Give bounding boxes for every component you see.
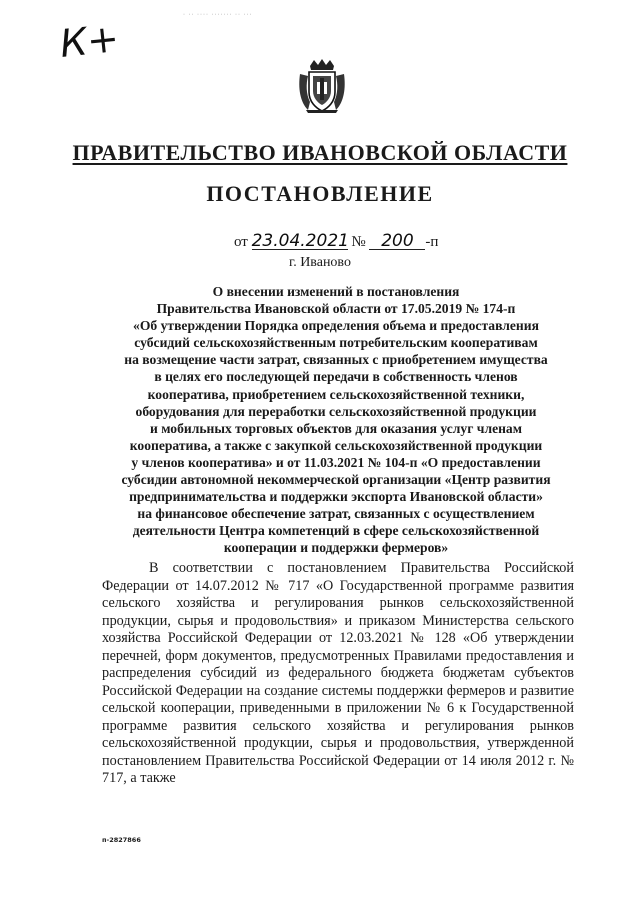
document-code: п-2827866	[102, 836, 141, 844]
body-paragraph: В соответствии с постановлением Правительства Российской Федерации от 14.07.2012 № 717 «О Государственной программе развития сельского хозяйства и регулирования рынков сельскохозяйственной продукции, сырья и продовольствия» и приказом Министерства сельского хозяйства Российской Федерации от 12.03.2021 № 128 «Об утверждении перечней, форм документов, предусмотренных Правилами предоставления и распределения субсидий из федерального бюджета бюджетам субъектов Российской Федерации на создание системы поддержки фермеров и развитие сельской кооперации, приведенными в приложении № 6 к Государственной программе развития сельского хозяйства и регулирования рынков сельскохозяйственной продукции, сырья и продовольствия, утвержденной постановлением Правительства Российской Федерации от 14 июля 2012 г. № 717, а также	[102, 560, 574, 786]
coat-of-arms-emblem	[296, 58, 348, 114]
subject-line: О внесении изменений в постановления	[212, 284, 460, 299]
subject-line: субсидий сельскохозяйственным потребительским кооперативам	[134, 335, 538, 351]
subject-line: и мобильных торговых объектов для оказания услуг членам	[149, 420, 522, 436]
subject-line: оборудования для переработки сельскохозяйственной продукции	[135, 403, 537, 419]
number-suffix: -п	[425, 234, 439, 250]
number-label: №	[351, 234, 366, 250]
document-subject	[96, 283, 576, 557]
document-type: ПОСТАНОВЛЕНИЕ	[206, 181, 434, 206]
subject-line: деятельности Центра компетенций в сфере сельскохозяйственной	[132, 523, 540, 539]
government-title: ПРАВИТЕЛЬСТВО ИВАНОВСКОЙ ОБЛАСТИ	[72, 140, 568, 165]
subject-line: в целях его последующей передачи в собственность членов	[154, 369, 518, 385]
subject-line: «Об утверждении Порядка определения объема и предоставления	[133, 318, 539, 334]
document-number: 200	[369, 233, 425, 250]
subject-line: предпринимательства и поддержки экспорта Ивановской области»	[129, 489, 543, 505]
handwritten-note: К+	[57, 16, 121, 66]
subject-line: на возмещение части затрат, связанных с приобретением имущества	[124, 352, 548, 368]
subject-line: кооператива, а также с закупкой сельскохозяйственной продукции	[129, 437, 543, 453]
city: г. Иваново	[289, 255, 351, 270]
subject-line: кооператива, приобретением сельскохозяйственной техники,	[147, 386, 525, 402]
subject-line: кооперации и поддержки фермеров»	[223, 540, 449, 556]
date-line	[234, 233, 438, 251]
subject-line: на финансовое обеспечение затрат, связанных с осуществлением	[137, 506, 535, 522]
scan-mark: · ·· ···· ······· ·· ···	[183, 12, 253, 18]
subject-line: субсидии автономной некоммерческой организации «Центр развития	[121, 472, 551, 488]
subject-line: у членов кооператива» и от 11.03.2021 № 104-п «О предоставлении	[131, 454, 541, 470]
document-date: 23.04.2021	[251, 231, 349, 251]
subject-line: Правительства Ивановской области от 17.05.2019 № 174-п	[156, 301, 516, 317]
date-from-label: от	[234, 234, 248, 250]
